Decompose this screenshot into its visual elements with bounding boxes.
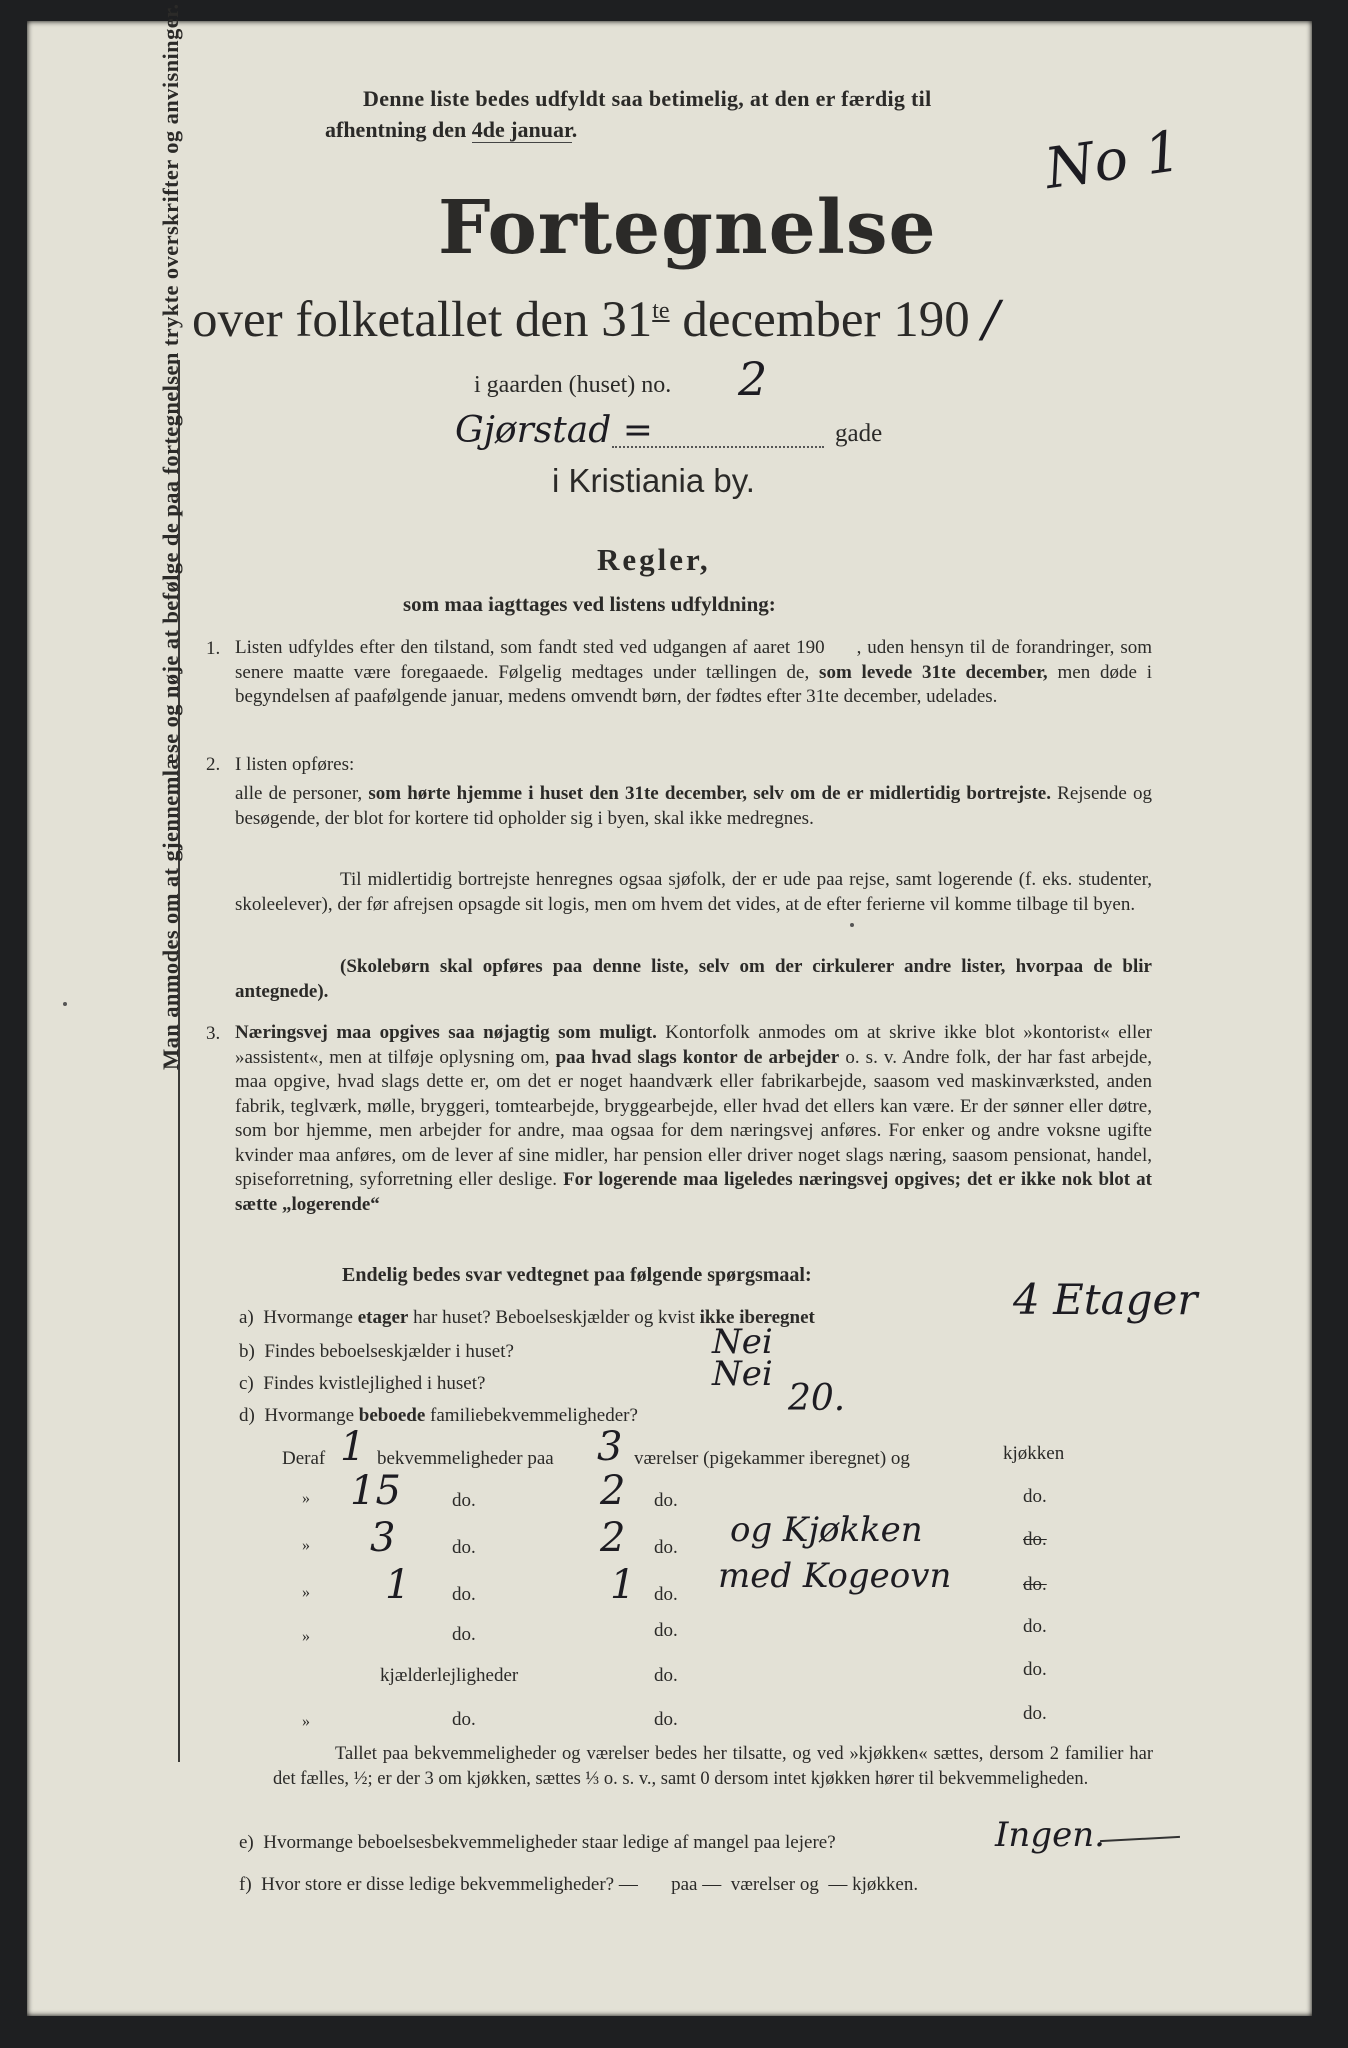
ink-spot: [850, 923, 854, 927]
row-3-quote: »: [302, 1537, 310, 1554]
ink-spot-margin: [63, 1002, 67, 1006]
note-hw-1: og Kjøkken: [730, 1510, 923, 1550]
city-label: i Kristiania by.: [552, 462, 755, 499]
rule-1-text: Listen udfyldes efter den tilstand, som fandt sted ved udgangen af aaret 190 , uden hensyn til de forandringer, som senere maatte være foregaaede. Følgelig medtages under tællingen de, som levede 31te december, men døde i begyndelsen af paafølgende januar, medens omvendt børn, der fødtes efter 31te december, udelades.: [235, 637, 1152, 707]
page-title: Fortegnelse: [438, 185, 937, 271]
rule-3-number: 3.: [206, 1023, 221, 1044]
row-7-quote: »: [302, 1713, 310, 1730]
row-6-kjaelder-label: kjælderlejligheder: [380, 1665, 519, 1686]
row-3-rooms-hw: 2: [600, 1515, 626, 1561]
answer-d-hw: 20.: [788, 1378, 846, 1419]
question-f: f) Hvor store er disse ledige bekvemmeligheder? — paa — værelser og — kjøkken.: [239, 1874, 919, 1895]
row-4-quote: »: [302, 1584, 310, 1601]
rule-2-number: 2.: [206, 754, 221, 775]
answer-b-hw: Nei: [712, 1322, 773, 1362]
row-4-do-2: do.: [654, 1584, 678, 1605]
rule-3-text: Næringsvej maa opgives saa nøjagtig som muligt. Kontorfolk anmodes om at skrive ikke blot »kontorist« eller »assistent«, men at tilføje oplysning om, paa hvad slags kontor de arbejder o. s. v. Andre folk, der har fast arbejde, maa opgive, hvad slags dette er, om det er noget haandværk eller fabrikarbejde, saasom ved maskinværksted, anden fabrik, teglværk, mølle, bryggeri, tomtearbejde, bryggearbejde, eller hvad det ellers kan være. Er der sønner eller døtre, som bor hjemme, men arbejder for andre, maa ogsaa for dem næringsvej anføres. For enker og andre voksne ugifte kvinder maa anføres, om de lever af sine midler, har pension eller driver noget slags næring, saasom pensionat, handel, spiseforretning, syforretning eller deslige. For logerende maa ligeledes næringsvej opgives; det er ikke nok blot at sætte „logerende“: [235, 1022, 1153, 1215]
rules-subtitle: som maa iagttages ved listens udfyldning:: [403, 592, 776, 616]
row-1-count-hw: 1: [340, 1424, 366, 1470]
table-deraf: Deraf: [282, 1448, 326, 1469]
row-3-do-2: do.: [654, 1537, 678, 1558]
question-e: e) Hvormange beboelsesbekvemmeligheder staar ledige af mangel paa lejere?: [239, 1832, 836, 1853]
row-5-do-3: do.: [1023, 1616, 1047, 1637]
row-7-do-3: do.: [1023, 1703, 1047, 1724]
table-vaer-header: værelser (pigekammer iberegnet) og: [634, 1448, 910, 1469]
row-3-do-3: do.: [1023, 1529, 1047, 1550]
row-4-do-3: do.: [1023, 1574, 1047, 1595]
rule-2-paragraph-2: Til midlertidig bortrejste henregnes ogsaa sjøfolk, der er ude paa rejse, samt logerende (f. eks. studenter, skoleelever), der før afrejsen opsagde sit logis, men om hvem det vides, at de efter ferierne vil komme tilbage til byen.: [235, 869, 1152, 915]
rule-2-intro: I listen opføres:: [235, 754, 355, 775]
question-c: c) Findes kvistlejlighed i huset?: [239, 1373, 486, 1394]
row-6-do-3: do.: [1023, 1659, 1047, 1680]
answer-e-hw: Ingen.: [995, 1815, 1105, 1855]
row-2-rooms-hw: 2: [600, 1468, 626, 1514]
row-2-count-hw: 15: [350, 1468, 401, 1514]
question-b: b) Findes beboelseskjælder i huset?: [239, 1341, 514, 1362]
rule-2-paragraph-3: (Skolebørn skal opføres paa denne liste, selv om der cirkulerer andre lister, hvorpaa de blir antegnede).: [235, 956, 1152, 1002]
row-6-do-2: do.: [654, 1665, 678, 1686]
sidebar-instruction: Man anmodes om at gjennemlæse og nøje at befølge de paa fortegnelsen trykte overskrifter og anvisninger.: [158, 3, 183, 1070]
question-d: d) Hvormange beboede familiebekvemmeligheder?: [239, 1405, 638, 1426]
row-2-do-1: do.: [452, 1490, 476, 1511]
rule-2-text: alle de personer, som hørte hjemme i huset den 31te december, selv om de er midlertidig bortrejste. Rejsende og besøgende, der blot for kortere tid opholder sig i byen, skal ikke medregnes.: [235, 783, 1153, 829]
year-hw: /: [982, 290, 1000, 348]
notice-date: 4de januar: [471, 117, 572, 142]
street-name-hw: Gjørstad =: [455, 410, 653, 451]
rule-1-number: 1.: [206, 638, 221, 659]
row-7-do-2: do.: [654, 1709, 678, 1730]
form-number: No 1: [1041, 118, 1186, 203]
street-label: gade: [835, 420, 883, 447]
question-a: a) Hvormange etager har huset? Beboelseskjælder og kvist ikke iberegnet: [239, 1307, 815, 1328]
row-2-do-3: do.: [1023, 1486, 1047, 1507]
row-2-do-2: do.: [654, 1490, 678, 1511]
table-bekv-header: bekvemmeligheder paa: [377, 1448, 554, 1469]
row-4-do-1: do.: [452, 1584, 476, 1605]
rules-title: Regler,: [597, 542, 711, 577]
notice-line-1: Denne liste bedes udfyldt saa betimelig, at den er færdig til: [363, 86, 932, 111]
row-5-quote: »: [302, 1628, 310, 1645]
street-dotted-line: [612, 446, 824, 448]
gaard-label: i gaarden (huset) no.: [474, 372, 672, 398]
notice-line-2: afhentning den 4de januar.: [325, 117, 578, 142]
row-5-do-1: do.: [452, 1624, 476, 1645]
row-7-do-1: do.: [452, 1709, 476, 1730]
table-note: Tallet paa bekvemmeligheder og værelser bedes her tilsatte, og ved »kjøkken« sættes, dersom 2 familier har det fælles, ½; er der 3 om kjøkken, sættes ⅓ o. s. v., samt 0 dersom intet kjøkken hører til bekvemmeligheden.: [273, 1744, 1153, 1789]
row-3-count-hw: 3: [370, 1515, 396, 1561]
answer-c-hw: Nei: [712, 1354, 773, 1394]
page-subtitle: over folketallet den $31^{te}$ december 190 /: [192, 290, 1000, 348]
note-hw-2: med Kogeovn: [718, 1556, 952, 1596]
answer-a-hw: 4 Etager: [1013, 1275, 1198, 1324]
table-kjokken-header: kjøkken: [1003, 1443, 1065, 1464]
row-4-count-hw: 1: [385, 1562, 411, 1608]
row-3-do-1: do.: [452, 1537, 476, 1558]
row-5-do-2: do.: [654, 1620, 678, 1641]
row-2-quote: »: [302, 1490, 310, 1507]
row-4-rooms-hw: 1: [610, 1562, 636, 1608]
row-1-rooms-hw: 3: [597, 1424, 623, 1470]
gaard-number-hw: 2: [738, 352, 768, 406]
questions-title: Endelig bedes svar vedtegnet paa følgende spørgsmaal:: [342, 1264, 812, 1286]
